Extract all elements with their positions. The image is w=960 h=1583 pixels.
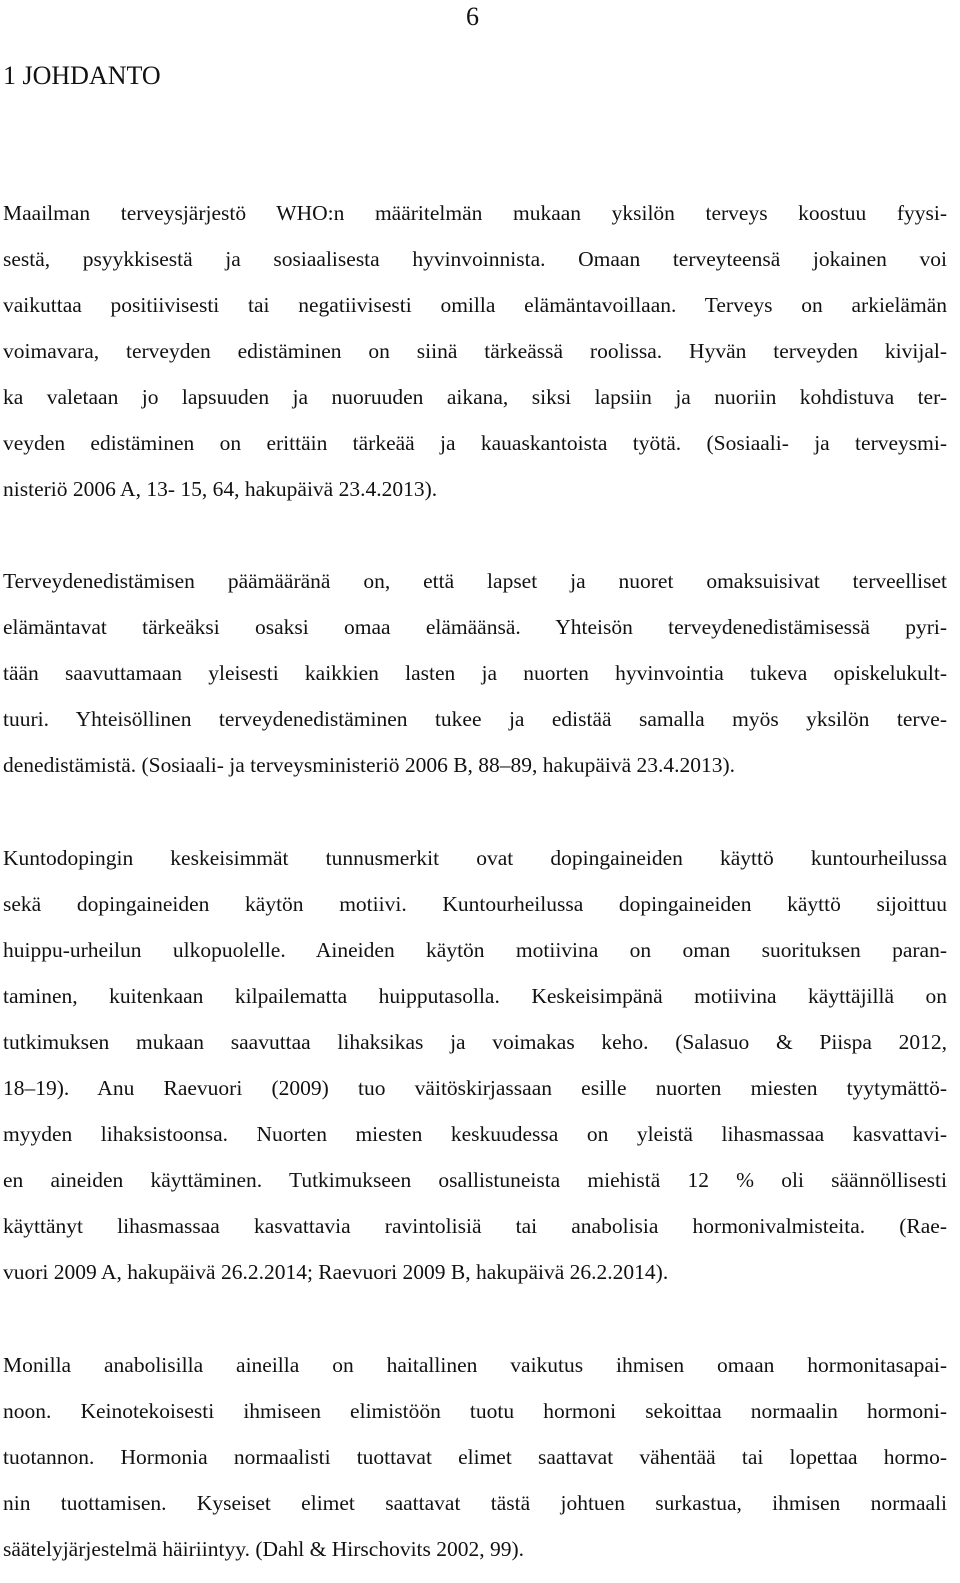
text-line: en aineiden käyttäminen. Tutkimukseen osallistuneista miehistä 12 % oli säännöllisesti	[3, 1168, 947, 1192]
text-line: tutkimuksen mukaan saavuttaa lihaksikas ja voimakas keho. (Salasuo & Piispa 2012,	[3, 1030, 947, 1054]
text-line: denedistämistä. (Sosiaali- ja terveysministeriö 2006 B, 88–89, hakupäivä 23.4.2013).	[3, 753, 736, 777]
text-line: Kuntodopingin keskeisimmät tunnusmerkit ovat dopingaineiden käyttö kuntourheilussa	[3, 846, 947, 870]
text-line: nin tuottamisen. Kyseiset elimet saattavat tästä johtuen surkastua, ihmisen normaali	[3, 1491, 947, 1515]
text-line: tään saavuttamaan yleisesti kaikkien lasten ja nuorten hyvinvointia tukeva opiskelukult-	[3, 661, 947, 685]
text-line: myyden lihaksistoonsa. Nuorten miesten keskuudessa on yleistä lihasmassaa kasvattavi-	[3, 1122, 947, 1146]
text-line: Monilla anabolisilla aineilla on haitallinen vaikutus ihmisen omaan hormonitasapai-	[3, 1353, 947, 1377]
text-line: tuuri. Yhteisöllinen terveydenedistäminen tukee ja edistää samalla myös yksilön terve-	[3, 707, 947, 731]
text-line: voimavara, terveyden edistäminen on siinä tärkeässä roolissa. Hyvän terveyden kivijal-	[3, 339, 947, 363]
text-line: tuotannon. Hormonia normaalisti tuottavat elimet saattavat vähentää tai lopettaa hormo-	[3, 1445, 947, 1469]
text-line: Maailman terveysjärjestö WHO:n määritelmän mukaan yksilön terveys koostuu fyysi-	[3, 201, 947, 225]
text-line: elämäntavat tärkeäksi osaksi omaa elämäänsä. Yhteisön terveydenedistämisessä pyri-	[3, 615, 947, 639]
text-line: huippu-urheilun ulkopuolelle. Aineiden käytön motiivina on oman suorituksen paran-	[3, 938, 947, 962]
text-line: vaikuttaa positiivisesti tai negatiivisesti omilla elämäntavoillaan. Terveys on arkielämän	[3, 293, 947, 317]
text-line: 18–19). Anu Raevuori (2009) tuo väitöskirjassaan esille nuorten miesten tyytymättö-	[3, 1076, 947, 1100]
text-line: vuori 2009 A, hakupäivä 26.2.2014; Raevuori 2009 B, hakupäivä 26.2.2014).	[3, 1260, 669, 1284]
page-number: 6	[466, 2, 479, 31]
text-line: nisteriö 2006 A, 13- 15, 64, hakupäivä 23.4.2013).	[3, 477, 438, 501]
text-line: sekä dopingaineiden käytön motiivi. Kuntourheilussa dopingaineiden käyttö sijoittuu	[3, 892, 947, 916]
text-line: säätelyjärjestelmä häiriintyy. (Dahl & Hirschovits 2002, 99).	[3, 1537, 525, 1561]
text-line: sestä, psyykkisestä ja sosiaalisesta hyvinvoinnista. Omaan terveyteensä jokainen voi	[3, 247, 947, 271]
text-line: noon. Keinotekoisesti ihmiseen elimistöön tuotu hormoni sekoittaa normaalin hormoni-	[3, 1399, 947, 1423]
text-line: Terveydenedistämisen päämääränä on, että lapset ja nuoret omaksuisivat terveelliset	[3, 569, 947, 593]
text-line: käyttänyt lihasmassaa kasvattavia ravintolisiä tai anabolisia hormonivalmisteita. (Rae-	[3, 1214, 947, 1238]
chapter-heading: 1 JOHDANTO	[3, 61, 161, 90]
text-line: taminen, kuitenkaan kilpailematta huipputasolla. Keskeisimpänä motiivina käyttäjillä on	[3, 984, 947, 1008]
text-line: ka valetaan jo lapsuuden ja nuoruuden aikana, siksi lapsiin ja nuoriin kohdistuva ter-	[3, 385, 947, 409]
text-line: veyden edistäminen on erittäin tärkeää ja kauaskantoista työtä. (Sosiaali- ja terveysmi-	[3, 431, 947, 455]
